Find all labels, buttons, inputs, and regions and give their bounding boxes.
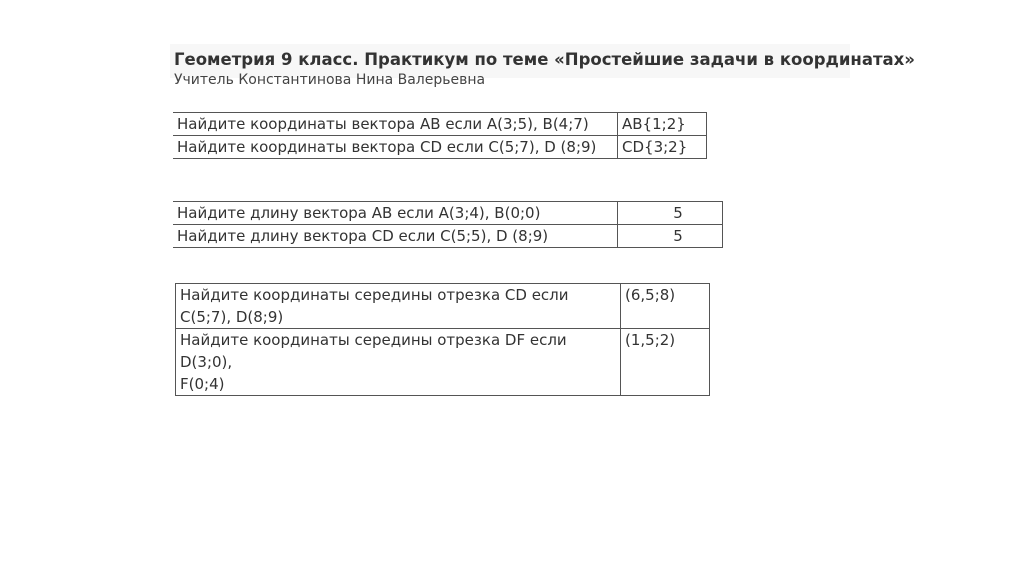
answer-cell: (6,5;8) [621, 284, 710, 329]
question-cell [176, 284, 621, 329]
answer-cell: 5 [618, 225, 723, 248]
question-line: C(5;7), D(8;9) [180, 308, 284, 326]
page-subtitle: Учитель Константинова Нина Валерьевна [174, 72, 486, 88]
question-cell: Найдите длину вектора CD если C(5;5), D (8;9) [173, 225, 618, 248]
table-row [173, 136, 707, 159]
vector-coordinates-table [173, 112, 707, 159]
question-cell [176, 329, 621, 396]
table-row [176, 329, 710, 396]
title-bar [170, 44, 915, 88]
answer-cell: 5 [618, 202, 723, 225]
table-row [173, 225, 723, 248]
question-line: Найдите координаты середины отрезка CD если [180, 286, 569, 304]
table-row [173, 202, 723, 225]
question-line: Найдите координаты середины отрезка DF если D(3;0), [180, 331, 567, 371]
question-cell: Найдите координаты вектора AB если A(3;5), B(4;7) [173, 113, 618, 136]
segment-midpoint-table [175, 283, 710, 396]
vector-length-table [173, 201, 723, 248]
question-cell: Найдите длину вектора AB если A(3;4), B(0;0) [173, 202, 618, 225]
answer-cell: CD{3;2} [618, 136, 707, 159]
page-title: Геометрия 9 класс. Практикум по теме «Простейшие задачи в координатах» [174, 50, 915, 69]
answer-cell: (1,5;2) [621, 329, 710, 396]
table-row [176, 284, 710, 329]
answer-cell: AB{1;2} [618, 113, 707, 136]
question-line: F(0;4) [180, 375, 225, 393]
table-row [173, 113, 707, 136]
question-cell: Найдите координаты вектора CD если C(5;7), D (8;9) [173, 136, 618, 159]
